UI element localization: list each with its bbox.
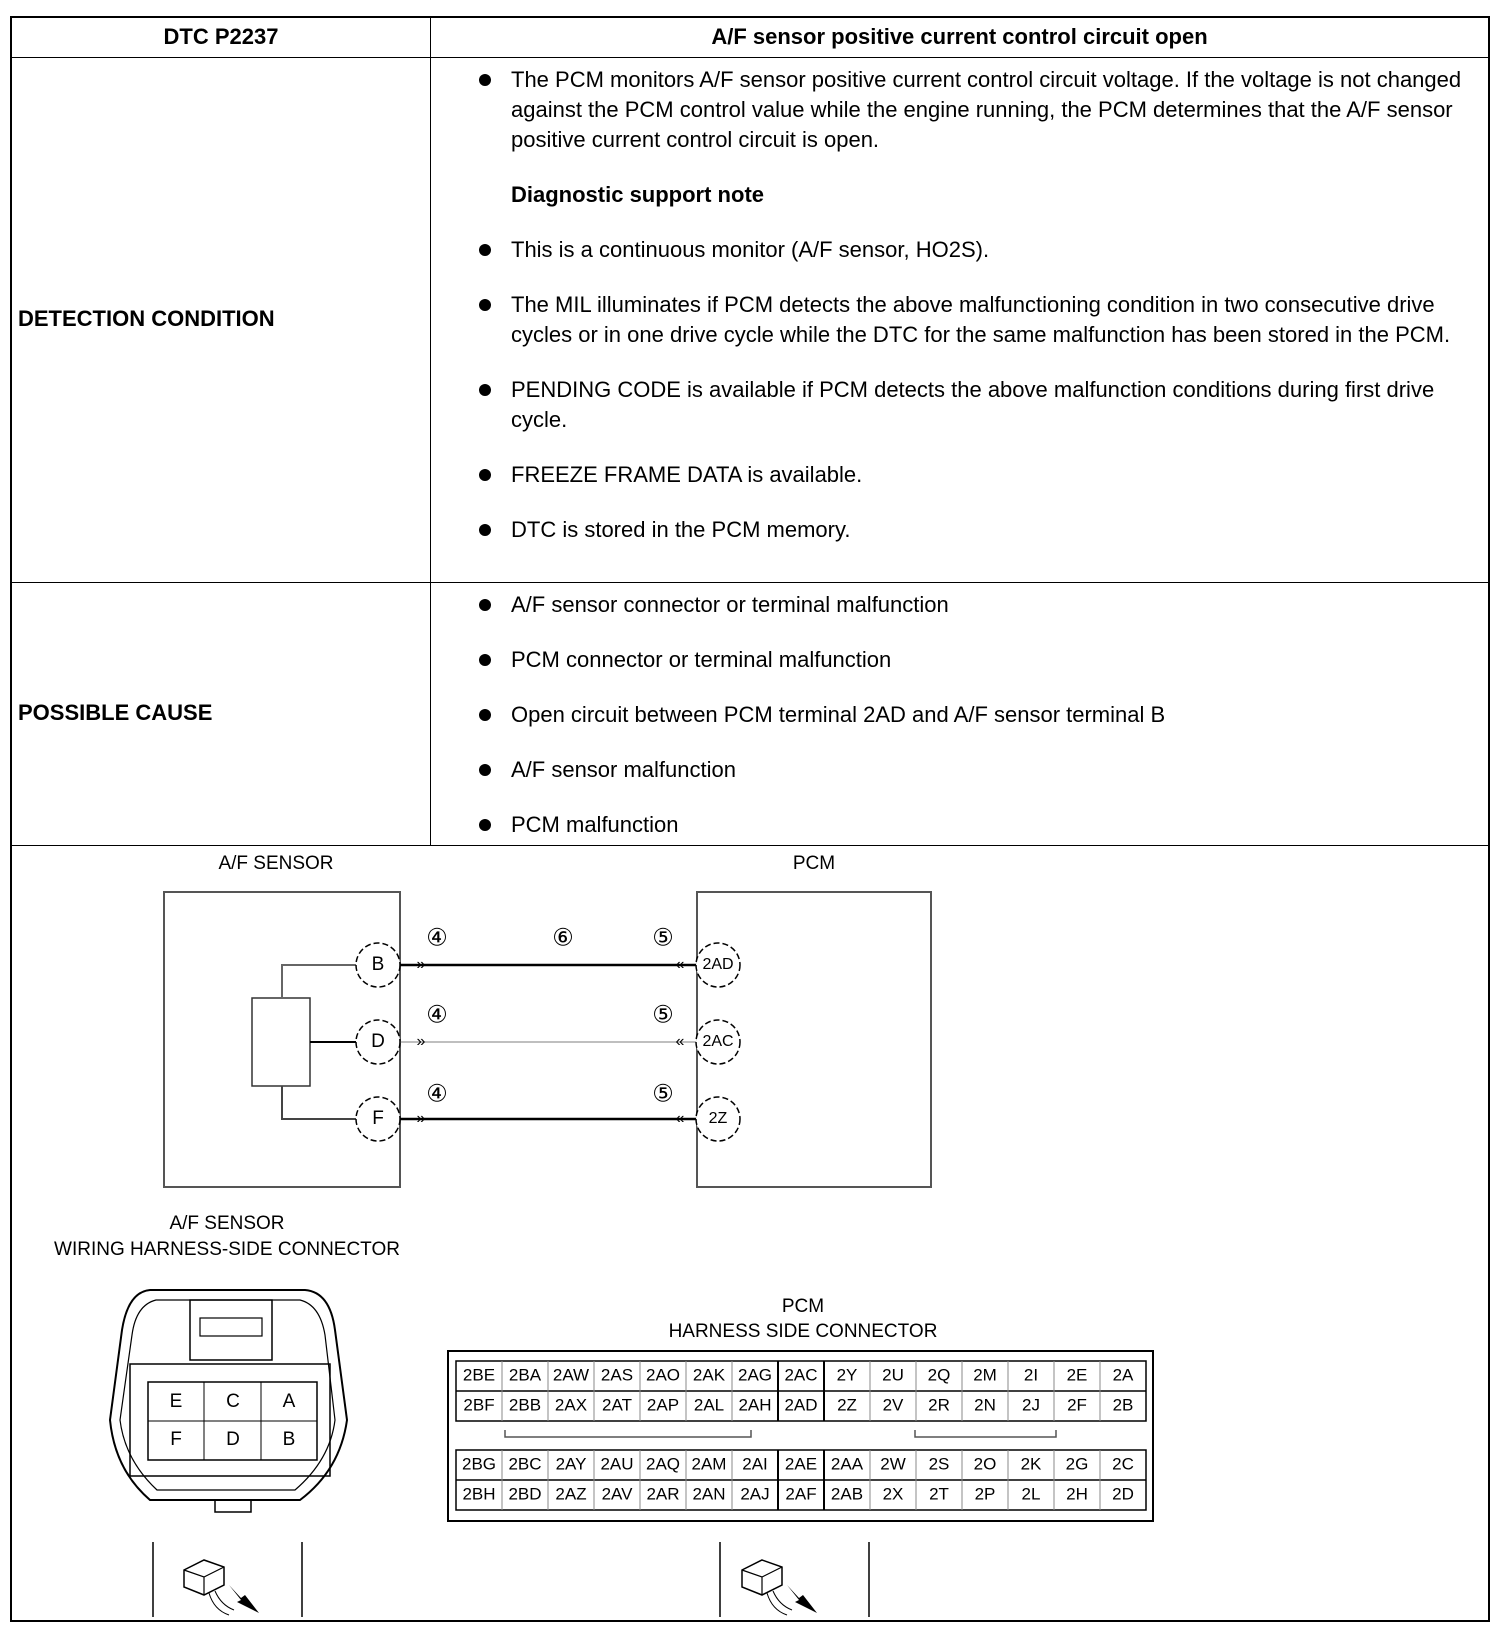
wire-marker: ⑤ <box>652 924 674 952</box>
pcm-pin: 2AT <box>602 1395 632 1415</box>
pcm-label: PCM <box>792 853 836 875</box>
pcm-pin: 2AR <box>646 1484 680 1504</box>
pcm-pin: 2AI <box>742 1454 768 1474</box>
pcm-pin: 2BG <box>461 1454 497 1474</box>
pcm-pin: 2S <box>928 1454 950 1474</box>
pcm-pin: 2BD <box>508 1484 542 1504</box>
pcm-pin: 2X <box>882 1484 904 1504</box>
dtc-title: A/F sensor positive current control circuit open <box>711 24 1208 49</box>
harness-connector-icon <box>184 1560 259 1615</box>
connector-arrow-icon: » <box>416 1110 426 1128</box>
pcm-pin: 2BA <box>508 1365 542 1385</box>
connector-tab <box>215 1500 251 1512</box>
pcm-pin: 2AG <box>737 1365 773 1385</box>
bullet-text: The MIL illuminates if PCM detects the above malfunctioning condition in two consecutive drive cycles or in one drive cycle while the DTC for the same malfunction has been stored in the PCM. <box>511 292 1451 347</box>
pcm-pin: 2AK <box>692 1365 726 1385</box>
pcm-pin: 2E <box>1066 1365 1088 1385</box>
pcm-pin: 2G <box>1065 1454 1089 1474</box>
pcm-pin: 2AZ <box>555 1484 587 1504</box>
pcm-terminal: 2Z <box>708 1110 728 1128</box>
wire-marker: ④ <box>426 1080 448 1108</box>
sensor-pin: A <box>282 1391 296 1413</box>
sensor-pin: E <box>169 1391 183 1413</box>
pcm-pin: 2BF <box>463 1395 495 1415</box>
pcm-pin: 2AB <box>830 1484 864 1504</box>
pcm-pin: 2P <box>974 1484 996 1504</box>
sensor-connector-title: A/F SENSOR <box>169 1213 285 1235</box>
sensor-terminal: B <box>371 954 385 976</box>
connector-arrow-icon: « <box>675 956 685 974</box>
internal-wire <box>282 965 356 998</box>
wire-marker: ④ <box>426 924 448 952</box>
pcm-pin: 2U <box>882 1365 904 1385</box>
pcm-pin: 2J <box>1022 1395 1040 1415</box>
connector-latch <box>200 1318 262 1336</box>
connector-arrow-icon: » <box>416 1033 426 1051</box>
bullet-text: Open circuit between PCM terminal 2AD and A/F sensor terminal B <box>511 702 1166 727</box>
pcm-pin: 2Z <box>837 1395 857 1415</box>
pcm-pin: 2M <box>973 1365 997 1385</box>
connector-latch <box>190 1300 272 1360</box>
sensor-pin: B <box>282 1429 296 1451</box>
pcm-pin: 2AJ <box>740 1484 770 1504</box>
connector-arrow-icon: « <box>675 1110 685 1128</box>
bullet-text: PCM connector or terminal malfunction <box>511 647 892 672</box>
pcm-pin: 2AC <box>784 1365 818 1385</box>
pcm-pin: 2AA <box>830 1454 864 1474</box>
internal-wire <box>282 1086 356 1119</box>
pcm-pin: 2A <box>1112 1365 1134 1385</box>
sensor-label: A/F SENSOR <box>218 853 334 875</box>
pcm-terminal: 2AD <box>702 956 734 974</box>
bullet-text: DTC is stored in the PCM memory. <box>511 517 851 542</box>
pcm-pin: 2AF <box>785 1484 817 1504</box>
sensor-terminal: D <box>371 1031 385 1053</box>
pcm-pin: 2BE <box>462 1365 496 1385</box>
pcm-pin: 2AY <box>555 1454 587 1474</box>
pcm-pin: 2BB <box>508 1395 542 1415</box>
pcm-connector-title: PCM <box>781 1296 825 1318</box>
pcm-pin: 2AW <box>552 1365 590 1385</box>
pcm-pin: 2AS <box>600 1365 634 1385</box>
connector-arrow-icon: » <box>416 956 426 974</box>
bullet-text: FREEZE FRAME DATA is available. <box>511 462 863 487</box>
wire-marker: ⑤ <box>652 1080 674 1108</box>
pcm-pin: 2AH <box>738 1395 772 1415</box>
pcm-pin: 2AO <box>645 1365 681 1385</box>
pcm-pin: 2BC <box>508 1454 542 1474</box>
pcm-connector-title: HARNESS SIDE CONNECTOR <box>668 1321 938 1343</box>
bullet-text: This is a continuous monitor (A/F sensor, HO2S). <box>511 237 990 262</box>
pcm-pin: 2T <box>929 1484 949 1504</box>
bullet-text: PENDING CODE is available if PCM detects the above malfunction conditions during first drive cycle. <box>511 377 1435 432</box>
sensor-pin: C <box>226 1391 240 1413</box>
pcm-pin: 2AL <box>693 1395 725 1415</box>
sensor-pin: D <box>226 1429 240 1451</box>
sensor-connector-title: WIRING HARNESS-SIDE CONNECTOR <box>54 1239 400 1261</box>
pin-bracket <box>505 1430 751 1437</box>
pcm-pin: 2D <box>1112 1484 1134 1504</box>
pcm-pin: 2L <box>1021 1484 1041 1504</box>
bullet-text: PCM malfunction <box>511 812 679 837</box>
pcm-pin: 2F <box>1067 1395 1087 1415</box>
dtc-code: DTC P2237 <box>163 24 279 49</box>
pcm-pin: 2W <box>880 1454 906 1474</box>
bullet-text: A/F sensor connector or terminal malfunction <box>511 592 949 617</box>
pcm-pin: 2C <box>1112 1454 1134 1474</box>
bullet-text: The PCM monitors A/F sensor positive current control circuit voltage. If the voltage is not changed against the PCM control value while the engine running, the PCM determines that the A/F sensor positive current control circuit is open. <box>511 67 1462 152</box>
pcm-terminal: 2AC <box>702 1033 734 1051</box>
pcm-pin: 2AQ <box>645 1454 681 1474</box>
pin-bracket <box>915 1430 1056 1437</box>
pcm-pin: 2O <box>973 1454 997 1474</box>
detection-condition-label: DETECTION CONDITION <box>18 306 275 331</box>
pcm-pin: 2AE <box>784 1454 818 1474</box>
pcm-pin: 2H <box>1066 1484 1088 1504</box>
sensor-pin: F <box>170 1429 182 1451</box>
pcm-pin: 2AN <box>692 1484 726 1504</box>
wire-marker: ④ <box>426 1001 448 1029</box>
possible-cause-label: POSSIBLE CAUSE <box>18 700 213 725</box>
wire-marker: ⑤ <box>652 1001 674 1029</box>
connector-face <box>130 1364 330 1476</box>
pcm-pin: 2Q <box>927 1365 951 1385</box>
pcm-pin: 2AD <box>784 1395 818 1415</box>
pcm-pin: 2AM <box>691 1454 727 1474</box>
bullet-text: A/F sensor malfunction <box>511 757 736 782</box>
pcm-pin: 2Y <box>836 1365 858 1385</box>
connector-arrow-icon: « <box>675 1033 685 1051</box>
bullet-text: Diagnostic support note <box>511 182 764 207</box>
sensor-terminal: F <box>372 1108 384 1130</box>
pcm-pin: 2BH <box>462 1484 496 1504</box>
pcm-pin: 2AU <box>600 1454 634 1474</box>
pcm-pin: 2AX <box>554 1395 588 1415</box>
pcm-pin: 2R <box>928 1395 950 1415</box>
sensor-element <box>252 998 310 1086</box>
pcm-pin: 2N <box>974 1395 996 1415</box>
wire-marker: ⑥ <box>552 924 574 952</box>
pcm-pin: 2B <box>1112 1395 1134 1415</box>
pcm-pin: 2I <box>1023 1365 1039 1385</box>
pcm-pin: 2AV <box>601 1484 633 1504</box>
pcm-pin: 2AP <box>646 1395 680 1415</box>
pcm-pin: 2K <box>1020 1454 1042 1474</box>
pcm-pin: 2V <box>882 1395 904 1415</box>
harness-connector-icon <box>742 1560 817 1615</box>
